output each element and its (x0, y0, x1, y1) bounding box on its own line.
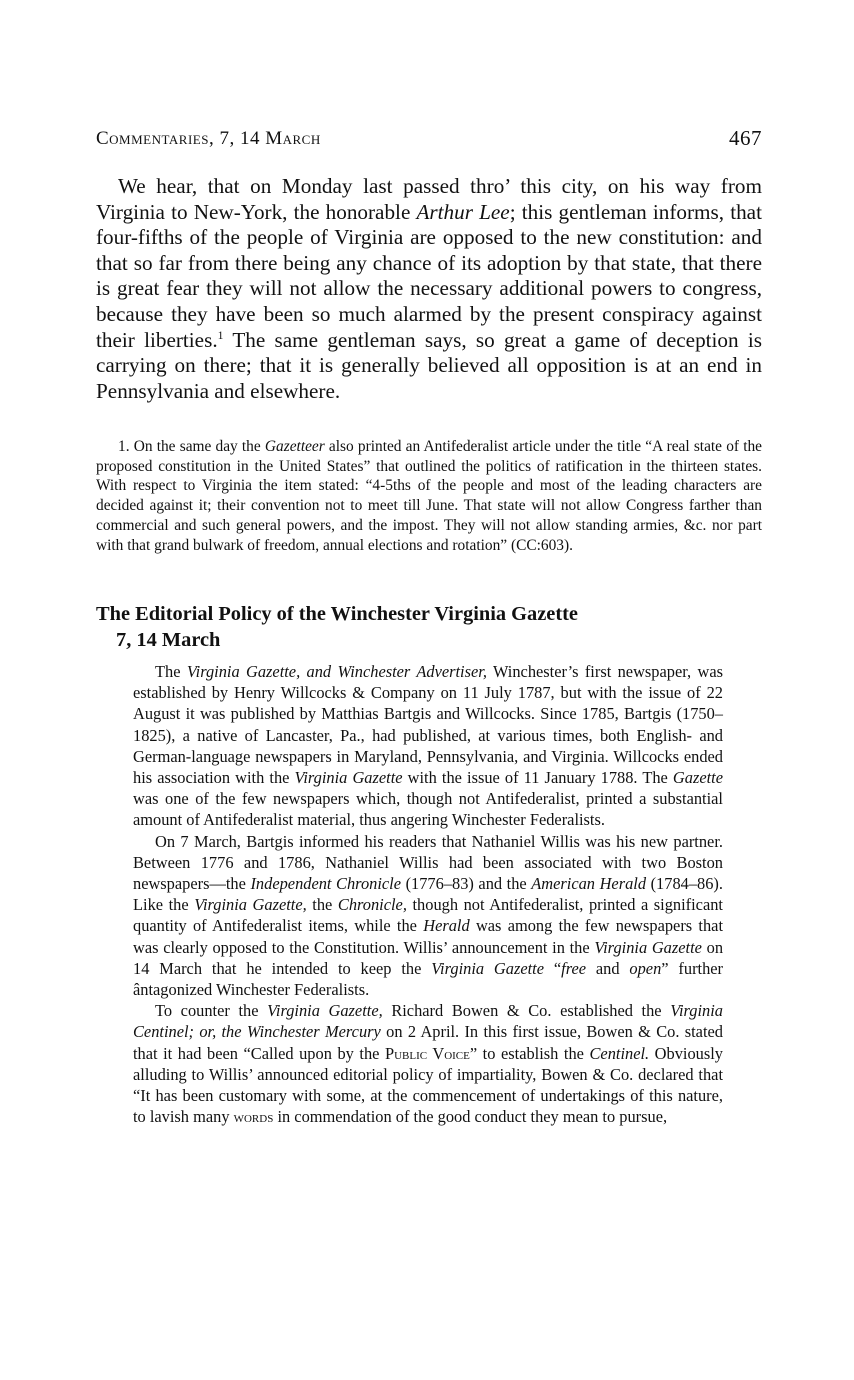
footnote-paragraph: 1. On the same day the Gazetteer also printed an Antifederalist article under the title “A real state of the proposed constitution in the United States” that outlined the politics of ratification in the thirteen states. With respect to Virginia the item stated: “4-5ths of the people and most of the leading characters are decided against it; their convention not to meet till June. That state will not allow Congress farther than commercial and such general powers, and the impost. They will not allow standing armies, &c. nor part with that grand bulwark of freedom, annual elections and rotation” (CC:603). (96, 438, 763, 554)
headnote-paragraph-1: The Virginia Gazette, and Winchester Advertiser, Winchester’s first newspaper, was established by Henry Willcocks & Company on 11 July 1787, but with the issue of 22 August it was published by Matthias Bartgis and Willcocks. Since 1785, Bartgis (1750–1825), a native of Lancaster, Pa., had published, at various times, both English- and German-language newspapers in Maryland, Pennsylvania, and Virginia. Willcocks ended his association with the Virginia Gazette with the issue of 11 January 1788. The Gazette was one of the few newspapers which, though not Antifederalist, printed a substantial amount of Antifederalist material, thus angering Winchester Federalists. (133, 662, 723, 830)
section-heading (96, 601, 762, 653)
headnote-paragraph-2: On 7 March, Bartgis informed his readers that Nathaniel Willis was his new partner. Between 1776 and 1786, Nathaniel Willis had been associated with two Boston newspapers—the Independent Chronicle (1776–83) and the American Herald (1784–86). Like the Virginia Gazette, the Chronicle, though not Antifederalist, printed a significant quantity of Antifederalist items, while the Herald was among the few newspapers that was clearly opposed to the Constitution. Willis’ announcement in the Virginia Gazette on 14 March that he intended to keep the Virginia Gazette “free and open” further ântagonized Winchester Federalists. (133, 831, 724, 1000)
section-heading-line-2: 7, 14 March (116, 629, 221, 651)
newspaper-item-paragraph: We hear, that on Monday last passed thro’ this city, on his way from Virginia to New-York, the honorable Arthur Lee; this gentleman informs, that four-fifths of the people of Virginia are opposed to the new constitution: and that so far from there being any chance of its adoption by that state, that there is great fear they will not allow the necessary additional powers to congress, because they have been so much alarmed by the present conspiracy against their liberties.$^1$ The same gentleman says, so great a game of deception is carrying on there; that it is generally believed all opposition is at an end in Pennsylvania and elsewhere. (96, 174, 763, 403)
running-head (96, 128, 762, 150)
section-heading-line-1: The Editorial Policy of the Winchester Virginia Gazette (96, 603, 578, 625)
footnote-reference: 1 (217, 328, 224, 342)
newspaper-item (96, 174, 762, 404)
page-number: 467 (729, 126, 762, 150)
running-head-title: Commentaries, 7, 14 March (96, 128, 321, 149)
footnote (96, 437, 762, 555)
headnote (133, 661, 723, 1127)
headnote-paragraph-3: To counter the Virginia Gazette, Richard Bowen & Co. established the Virginia Centinel; or, the Winchester Mercury on 2 April. In this first issue, Bowen & Co. stated that it had been “Called upon by the Public Voice” to establish the Centinel. Obviously alluding to Willis’ announced editorial policy of impartiality, Bowen & Co. declared that “It has been customary with some, at the commencement of undertakings of this nature, to lavish many words in commendation of the good conduct they mean to pursue, (133, 1001, 723, 1127)
